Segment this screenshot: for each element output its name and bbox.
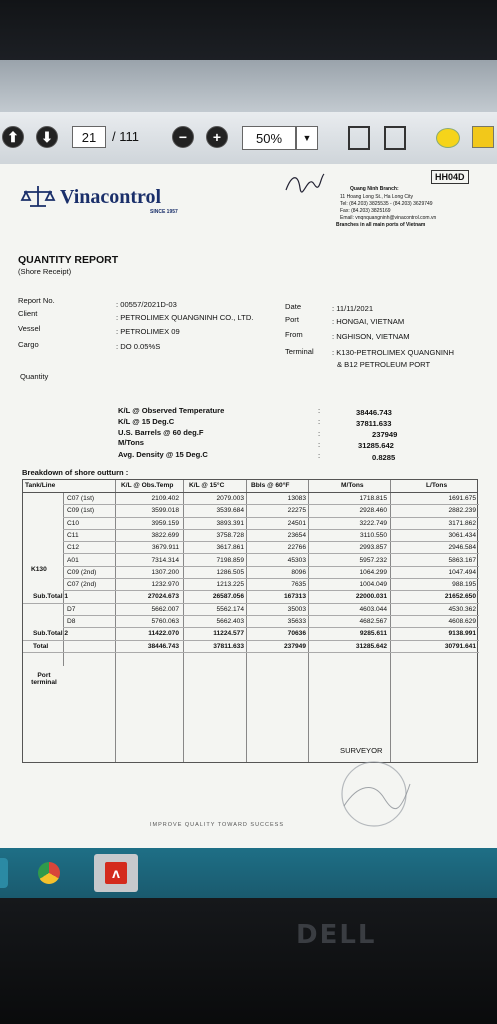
branch-network: Branches in all main ports of Vietnam: [336, 222, 426, 228]
table-cell: 1232.970: [151, 581, 179, 589]
row-label-cell: C07 (2nd): [67, 581, 97, 589]
chrome-icon[interactable]: [38, 862, 60, 884]
table-cell: 9285.611: [359, 630, 387, 638]
zoom-out-button[interactable]: −: [172, 126, 194, 148]
table-cell: 7635: [291, 581, 306, 589]
table-cell: 22766: [287, 544, 306, 552]
row-label-cell: C10: [67, 519, 80, 527]
table-row: [63, 492, 479, 505]
info-label: Vessel: [18, 324, 41, 333]
table-row: [63, 529, 479, 542]
form-code: HH04D: [431, 170, 469, 184]
fit-width-icon[interactable]: [384, 126, 406, 150]
table-cell: 7198.859: [216, 556, 244, 564]
info-label: Port: [285, 315, 299, 324]
table-cell: 26587.056: [212, 593, 244, 601]
quantity-colon: :: [318, 429, 321, 438]
table-cell: 31285.642: [355, 642, 387, 650]
chevron-down-icon[interactable]: ▼: [296, 126, 318, 150]
group-label-k130: K130: [31, 566, 47, 573]
quantity-label: Quantity: [20, 372, 49, 381]
col-header: L/Tons: [426, 482, 448, 489]
since-label: SINCE 1957: [150, 209, 178, 215]
table-cell: 38446.743: [147, 642, 179, 650]
surveyor-stamp-icon: [334, 754, 414, 834]
quantity-item-label: K/L @ 15 Deg.C: [118, 417, 175, 426]
table-cell: 4530.362: [448, 605, 476, 613]
info-value: : NGHISON, VIETNAM: [332, 332, 410, 341]
slogan: IMPROVE QUALITY TOWARD SUCCESS: [150, 822, 285, 828]
row-label-cell: D8: [67, 618, 76, 625]
table-cell: 3110.550: [359, 531, 387, 539]
table-cell: 4608.629: [448, 618, 476, 625]
table-cell: 13083: [287, 495, 306, 502]
table-cell: 3758.728: [216, 531, 244, 539]
table-row: [63, 504, 479, 517]
info-value: : 11/11/2021: [332, 304, 374, 313]
table-cell: 3222.749: [359, 519, 387, 527]
table-cell: 11422.070: [148, 630, 179, 638]
table-cell: 5662.403: [216, 618, 244, 625]
branch-email: Email: vnqnquangninh@vinacontrol.com.vn: [340, 215, 437, 221]
info-label: From: [285, 330, 303, 339]
acrobat-taskbar-button[interactable]: [94, 854, 138, 892]
pdf-page: [0, 164, 497, 854]
table-cell: 2079.003: [216, 495, 244, 502]
info-label: Date: [285, 302, 302, 311]
table-cell: 988.195: [452, 581, 476, 589]
surveyor-label: SURVEYOR: [340, 746, 383, 755]
page-total: / 111: [112, 129, 139, 144]
info-value: : HONGAI, VIETNAM: [332, 317, 405, 326]
col-header: Bbls @ 60°F: [251, 482, 290, 489]
table-row: [23, 640, 479, 653]
table-cell: 1718.815: [359, 495, 387, 502]
row-label-cell: C09 (2nd): [67, 568, 97, 576]
row-label-cell: A01: [67, 556, 79, 564]
branch-fax: Fax: (84.203) 3825169: [340, 208, 391, 214]
row-label-cell: C12: [67, 544, 80, 552]
table-cell: 3599.018: [151, 507, 179, 515]
table-cell: 21652.650: [444, 593, 476, 601]
table-cell: 1691.675: [448, 495, 476, 502]
breakdown-table: [22, 479, 478, 763]
quantity-item-value: 31285.642: [358, 441, 394, 450]
col-header: M/Tons: [341, 482, 364, 489]
table-cell: 3061.434: [448, 531, 476, 539]
table-cell: 22000.031: [355, 593, 387, 601]
table-cell: 3959.159: [151, 519, 179, 527]
quantity-item-label: K/L @ Observed Temperature: [118, 406, 225, 415]
table-row: [63, 615, 479, 628]
branch-address: 11 Hoang Long St., Ha Long City: [340, 194, 414, 200]
table-row: [63, 517, 479, 530]
table-cell: 5760.063: [151, 618, 179, 625]
table-cell: 2993.857: [359, 544, 387, 552]
quantity-item-value: 237949: [372, 430, 398, 439]
monitor-brand-logo: DELL: [296, 920, 377, 950]
arrow-down-icon[interactable]: ⬇: [36, 126, 58, 148]
table-cell: 3893.391: [216, 519, 244, 527]
table-cell: 5863.167: [448, 556, 476, 564]
breakdown-label: Breakdown of shore outturn :: [22, 468, 129, 477]
col-header: K/L @ Obs.Temp: [121, 482, 174, 489]
table-row: [63, 603, 479, 616]
table-row: [63, 541, 479, 554]
vinacontrol-logo-icon: [20, 184, 56, 208]
info-value: : K130-PETROLIMEX QUANGNINH: [332, 348, 454, 357]
table-row: [23, 627, 479, 640]
table-cell: 24501: [287, 519, 306, 527]
table-cell: 167313: [283, 593, 306, 601]
row-label-cell: Sub.Total 1: [33, 593, 69, 601]
signature-mark-top: [284, 170, 326, 196]
highlight-icon[interactable]: [472, 126, 494, 148]
row-label-cell: D7: [67, 605, 76, 613]
comment-icon[interactable]: [436, 128, 460, 148]
info-value: : PETROLIMEX QUANGNINH CO., LTD.: [116, 313, 254, 322]
monitor-bezel-top: [0, 0, 497, 60]
table-cell: 45303: [287, 556, 306, 564]
branch-name: Quang Ninh Branch:: [350, 186, 399, 192]
quantity-colon: :: [318, 451, 321, 460]
table-cell: 1064.299: [359, 568, 387, 576]
arrow-up-icon[interactable]: ⬆: [2, 126, 24, 148]
quantity-item-label: Avg. Density @ 15 Deg.C: [118, 450, 208, 459]
table-cell: 3679.911: [151, 544, 179, 552]
info-value: : PETROLIMEX 09: [116, 327, 180, 336]
table-cell: 1047.494: [448, 568, 476, 576]
table-cell: 22275: [287, 507, 306, 515]
quantity-item-value: 0.8285: [372, 453, 396, 462]
quantity-colon: :: [318, 417, 321, 426]
info-value: : DO 0.05%S: [116, 342, 161, 351]
branch-tel: Tel: (84.203) 3825535 - (84.203) 3629749: [340, 201, 433, 207]
row-label-cell: Total: [33, 642, 49, 650]
row-label-cell: C11: [67, 531, 79, 539]
table-cell: 2882.239: [448, 507, 476, 515]
row-label-cell: Sub.Total 2: [33, 630, 69, 638]
start-icon[interactable]: [0, 858, 8, 888]
table-cell: 30791.641: [444, 642, 476, 650]
table-cell: 1307.200: [151, 568, 179, 576]
col-header: K/L @ 15°C: [189, 482, 225, 489]
table-cell: 23654: [287, 531, 306, 539]
table-cell: 1213.225: [216, 581, 244, 589]
table-row: [63, 554, 479, 567]
table-cell: 35003: [287, 605, 306, 613]
table-cell: 2946.584: [448, 544, 476, 552]
table-row: [63, 566, 479, 579]
quantity-item-label: M/Tons: [118, 438, 145, 447]
table-cell: 27024.673: [147, 593, 179, 601]
monitor-bezel-bottom: [0, 898, 497, 1024]
window-titlebar: [0, 60, 497, 118]
table-cell: 1286.505: [216, 568, 244, 576]
table-row: [63, 578, 479, 591]
table-cell: 2109.402: [151, 495, 179, 502]
info-value: : 00557/2021D-03: [116, 300, 177, 309]
table-row: [23, 590, 479, 603]
table-cell: 237949: [283, 642, 306, 650]
quantity-item-value: 38446.743: [356, 408, 392, 417]
table-cell: 9138.991: [448, 630, 476, 638]
quantity-item-label: U.S. Barrels @ 60 deg.F: [118, 428, 204, 437]
table-cell: 2928.460: [359, 507, 387, 515]
quantity-item-value: 37811.633: [356, 419, 392, 428]
windows-taskbar: [0, 848, 497, 898]
table-cell: 4603.044: [359, 605, 387, 613]
table-cell: 8096: [291, 568, 306, 576]
table-cell: 35633: [287, 618, 306, 625]
zoom-select[interactable]: 50%: [242, 126, 296, 150]
table-cell: 3617.861: [216, 544, 244, 552]
row-label-cell: C07 (1st): [67, 495, 95, 502]
quantity-colon: :: [318, 440, 321, 449]
info-label: Report No.: [18, 296, 55, 305]
table-cell: 5957.232: [359, 556, 387, 564]
zoom-in-button[interactable]: +: [206, 126, 228, 148]
row-label-cell: C09 (1st): [67, 507, 95, 515]
page-number-input[interactable]: 21: [72, 126, 106, 148]
company-name: Vinacontrol: [60, 186, 162, 208]
col-header: Tank/Line: [25, 482, 56, 489]
table-cell: 3822.699: [151, 531, 179, 539]
table-cell: 70636: [287, 630, 306, 638]
table-cell: 7314.314: [151, 556, 179, 564]
table-cell: 11224.577: [213, 630, 244, 638]
report-subtitle: (Shore Receipt): [18, 267, 72, 276]
info-label: Terminal: [285, 347, 314, 356]
terminal-line2: & B12 PETROLEUM PORT: [337, 360, 431, 369]
report-title: QUANTITY REPORT: [18, 254, 119, 266]
group-label-port-terminal: Port terminal: [31, 672, 57, 686]
table-cell: 1004.049: [359, 581, 387, 589]
table-cell: 4682.567: [359, 618, 387, 625]
table-cell: 37811.633: [213, 642, 244, 650]
acrobat-icon: ᴧ: [105, 862, 127, 884]
table-cell: 3171.862: [448, 519, 476, 527]
table-cell: 5562.174: [216, 605, 244, 613]
table-cell: 5662.007: [151, 605, 179, 613]
info-label: Cargo: [18, 340, 39, 349]
table-cell: 3539.684: [216, 507, 244, 515]
pdf-toolbar: [0, 112, 497, 165]
info-label: Client: [18, 309, 38, 318]
fit-page-icon[interactable]: [348, 126, 370, 150]
quantity-colon: :: [318, 406, 321, 415]
